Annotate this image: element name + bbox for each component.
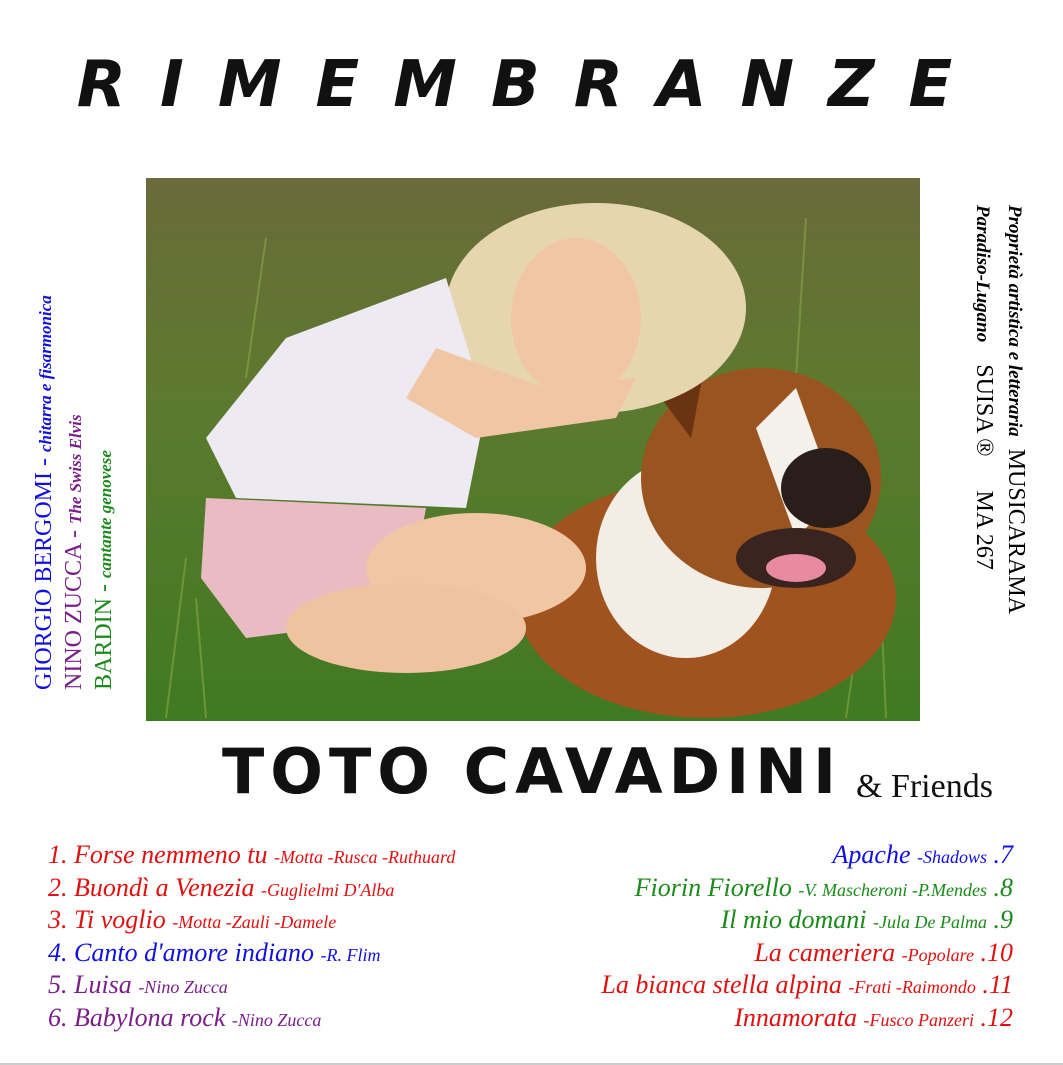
track-8 [601, 873, 1013, 906]
track-number: 4. [48, 937, 68, 967]
track-number: 1. [48, 840, 68, 869]
track-title: Babylona rock [74, 1002, 226, 1032]
track-title: La cameriera [754, 937, 896, 967]
track-number: 3. [48, 905, 68, 934]
track-number: .11 [982, 970, 1013, 999]
tracklist-right [601, 840, 1013, 1035]
credit-name-3: BARDIN [91, 597, 117, 690]
track-number: .10 [980, 937, 1013, 967]
credit-name-2: NINO ZUCCA [61, 543, 87, 690]
photo-illustration [146, 178, 920, 721]
credit-role-2: The Swiss Elvis [66, 414, 85, 524]
publisher-label: MUSICARAMA [1003, 448, 1029, 615]
track-authors: -Shadows [916, 847, 987, 867]
track-3 [48, 905, 455, 938]
track-title: Il mio domani [720, 905, 867, 934]
tracklist-left [48, 840, 455, 1035]
track-9 [601, 905, 1013, 938]
track-11 [601, 970, 1013, 1003]
credit-role-1: chitarra e fisarmonica [36, 295, 55, 452]
track-2 [48, 873, 455, 906]
publisher-location: Paradiso-Lugano [972, 205, 993, 343]
publisher-credits [910, 205, 1030, 705]
track-number: .8 [993, 872, 1013, 902]
credit-sep-2: - [61, 523, 87, 544]
track-authors: -Guglielmi D'Alba [261, 879, 395, 900]
credit-sep-1: - [31, 452, 57, 472]
track-authors: -Fusco Panzeri [863, 1009, 974, 1030]
track-title: Forse nemmeno tu [74, 840, 268, 869]
credit-role-3: cantante genovese [96, 450, 115, 578]
track-authors: -Nino Zucca [231, 1009, 322, 1030]
track-title: Ti voglio [74, 905, 166, 934]
track-title: Canto d'amore indiano [74, 937, 315, 967]
track-authors: -Jula De Palma [873, 912, 987, 932]
track-authors: -Motta -Zauli -Damele [172, 912, 337, 932]
credit-line-2 [60, 50, 90, 690]
artist-name: TOTO CAVADINI [222, 735, 843, 808]
track-authors: -V. Mascheroni -P.Mendes [798, 879, 987, 900]
track-authors: -R. Flim [320, 944, 381, 965]
track-title: La bianca stella alpina [601, 970, 842, 999]
credit-line-3 [90, 50, 120, 690]
track-authors: -Motta -Rusca -Ruthuard [274, 847, 456, 867]
track-title: Fiorin Fiorello [634, 872, 792, 902]
track-12 [601, 1003, 1013, 1036]
publisher-line-1 [998, 205, 1030, 705]
track-1 [48, 840, 455, 873]
credit-name-1: GIORGIO BERGOMI [31, 472, 57, 690]
track-authors: -Nino Zucca [138, 977, 228, 997]
track-5 [48, 970, 455, 1003]
publisher-suisa: SUISA ® [971, 364, 997, 457]
track-authors: -Popolare [901, 944, 974, 965]
cover-photo [146, 178, 920, 721]
credit-line-1 [30, 50, 60, 690]
publisher-rights: Proprietà artistica e letteraria [1004, 205, 1025, 437]
track-title: Luisa [74, 970, 132, 999]
track-number: .12 [980, 1002, 1013, 1032]
track-title: Buondì a Venezia [74, 872, 255, 902]
track-number: 6. [48, 1002, 68, 1032]
track-6 [48, 1003, 455, 1036]
track-number: 5. [48, 970, 68, 999]
track-number: .9 [993, 905, 1013, 934]
track-title: Apache [832, 840, 911, 869]
album-title: RIMEMBRANZE [76, 48, 987, 122]
performer-credits [30, 50, 150, 690]
track-title: Innamorata [734, 1002, 858, 1032]
track-authors: -Frati -Raimondo [848, 977, 976, 997]
publisher-line-2 [966, 205, 998, 705]
track-10 [601, 938, 1013, 971]
track-number: .7 [993, 840, 1013, 869]
artist-suffix: & Friends [856, 768, 993, 805]
track-4 [48, 938, 455, 971]
track-7 [601, 840, 1013, 873]
track-number: 2. [48, 872, 68, 902]
catalog-number: MA 267 [971, 490, 997, 570]
credit-sep-3: - [91, 577, 117, 598]
